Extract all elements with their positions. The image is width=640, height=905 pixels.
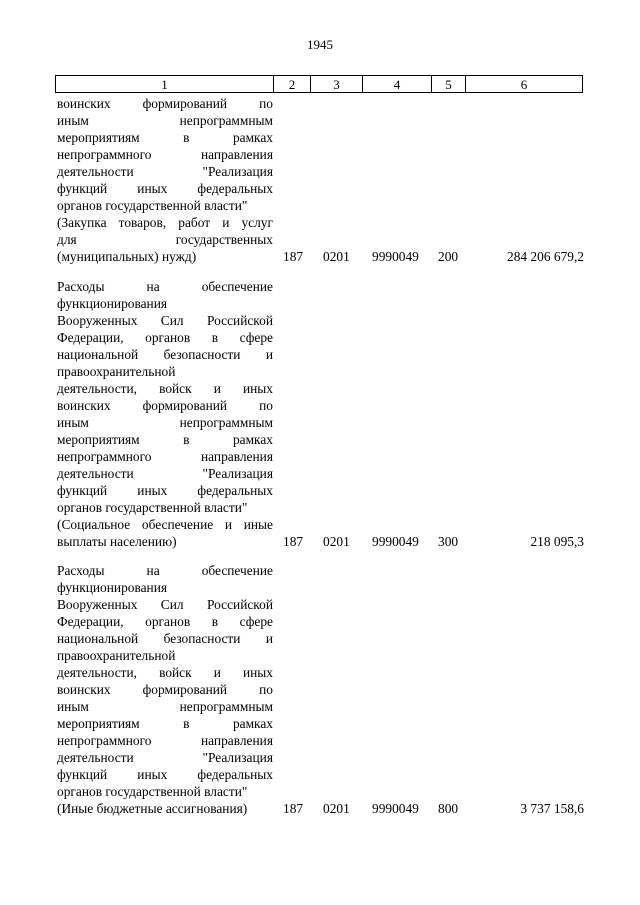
vr-code: 800: [438, 801, 459, 816]
description-line: органов государственной власти": [57, 198, 248, 213]
description-line: воинских формирований по: [57, 398, 273, 413]
column-header-table: [55, 75, 583, 93]
description-line: правоохранительной: [57, 364, 176, 379]
row-description: [57, 278, 273, 550]
description-line: непрограммного направления: [57, 147, 273, 162]
description-line: функций иных федеральных: [57, 483, 273, 498]
column-header-5: 5: [432, 76, 466, 93]
column-header-3: 3: [311, 76, 363, 93]
description-line: функций иных федеральных: [57, 181, 273, 196]
description-line: воинских формирований по: [57, 682, 273, 697]
rz-code: 0201: [323, 249, 350, 264]
row-description: [57, 95, 273, 265]
sum-value: 284 206 679,2: [507, 249, 584, 264]
column-header-2: 2: [274, 76, 311, 93]
description-line: деятельности "Реализация: [57, 466, 273, 481]
description-line: (Иные бюджетные ассигнования): [57, 801, 248, 816]
description-line: мероприятиям в рамках: [57, 716, 273, 731]
description-line: (Закупка товаров, работ и услуг: [57, 215, 273, 230]
description-line: Федерации, органов в сфере: [57, 330, 273, 345]
description-line: органов государственной власти": [57, 784, 248, 799]
description-line: органов государственной власти": [57, 500, 248, 515]
description-line: деятельности, войск и иных: [57, 381, 273, 396]
table-row: [57, 562, 587, 824]
gr-code: 187: [283, 249, 304, 264]
description-line: деятельности, войск и иных: [57, 665, 273, 680]
description-line: (Социальное обеспечение и иные: [57, 517, 273, 532]
csr-code: 9990049: [372, 801, 419, 816]
column-header-4: 4: [363, 76, 432, 93]
description-line: функционирования: [57, 580, 168, 595]
description-line: мероприятиям в рамках: [57, 432, 273, 447]
description-line: выплаты населению): [57, 534, 177, 549]
row-description: [57, 562, 273, 817]
description-line: деятельности "Реализация: [57, 750, 273, 765]
description-line: непрограммного направления: [57, 449, 273, 464]
description-line: функций иных федеральных: [57, 767, 273, 782]
gr-code: 187: [283, 801, 304, 816]
description-line: Расходы на обеспечение: [57, 563, 273, 578]
rz-code: 0201: [323, 801, 350, 816]
page-number: 1945: [307, 37, 333, 52]
table-row: [57, 278, 587, 558]
column-header-row: [56, 76, 583, 93]
description-line: национальной безопасности и: [57, 347, 273, 362]
description-line: воинских формирований по: [57, 96, 273, 111]
description-line: иным непрограммным: [57, 113, 273, 128]
description-line: Федерации, органов в сфере: [57, 614, 273, 629]
rz-code: 0201: [323, 534, 350, 549]
sum-value: 218 095,3: [530, 534, 584, 549]
gr-code: 187: [283, 534, 304, 549]
description-line: Вооруженных Сил Российской: [57, 597, 273, 612]
description-line: для государственных: [57, 232, 273, 247]
description-line: функционирования: [57, 296, 168, 311]
description-line: непрограммного направления: [57, 733, 273, 748]
vr-code: 200: [438, 249, 459, 264]
description-line: Вооруженных Сил Российской: [57, 313, 273, 328]
column-header-6: 6: [466, 76, 583, 93]
vr-code: 300: [438, 534, 459, 549]
description-line: национальной безопасности и: [57, 631, 273, 646]
description-line: иным непрограммным: [57, 699, 273, 714]
description-line: правоохранительной: [57, 648, 176, 663]
description-line: Расходы на обеспечение: [57, 279, 273, 294]
description-line: мероприятиям в рамках: [57, 130, 273, 145]
column-header-1: 1: [56, 76, 274, 93]
csr-code: 9990049: [372, 534, 419, 549]
description-line: деятельности "Реализация: [57, 164, 273, 179]
table-row: [57, 95, 587, 275]
description-line: иным непрограммным: [57, 415, 273, 430]
description-line: (муниципальных) нужд): [57, 249, 197, 264]
csr-code: 9990049: [372, 249, 419, 264]
sum-value: 3 737 158,6: [520, 801, 584, 816]
